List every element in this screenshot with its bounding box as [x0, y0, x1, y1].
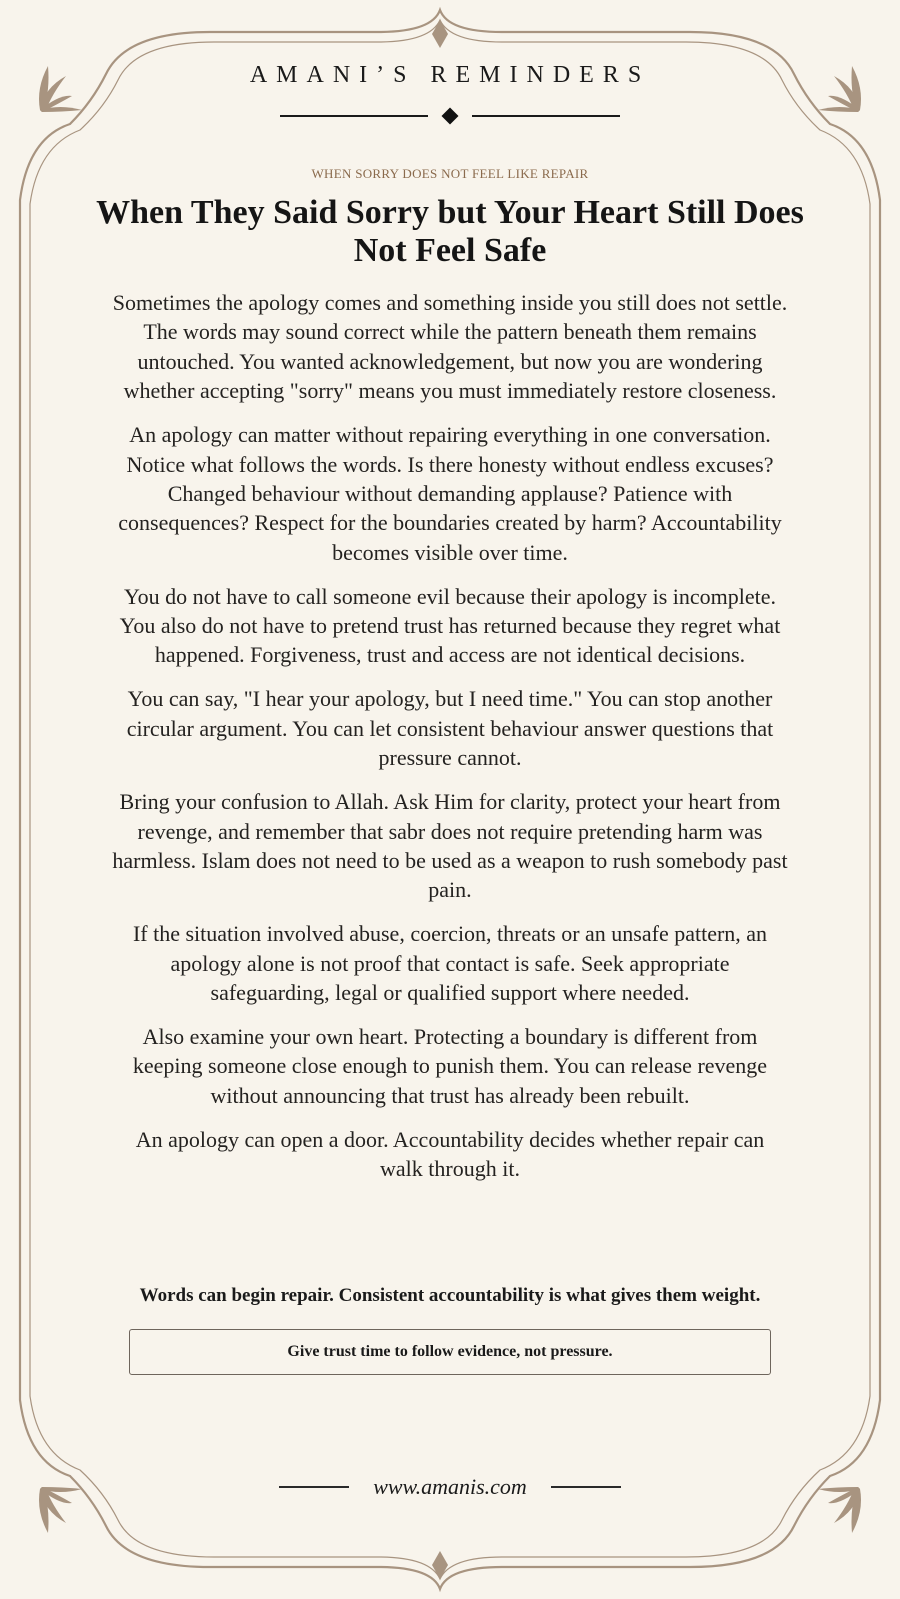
brand-title: AMANI’S REMINDERS — [249, 62, 651, 88]
body-paragraph: You do not have to call someone evil because their apology is incomplete. You also do not have to pretend trust has returned because they regret what happened. Forgiveness, trust and access are not identical decisions. — [119, 583, 781, 668]
divider-line-right — [472, 115, 620, 117]
footer — [0, 1473, 900, 1501]
header-divider — [0, 104, 900, 128]
callout-box — [129, 1329, 771, 1375]
article-headline: When They Said Sorry but Your Heart Still Does Not Feel Safe — [96, 194, 804, 269]
body-paragraph: If the situation involved abuse, coercion, threats or an unsafe pattern, an apology alone is not proof that contact is safe. Seek appropriate safeguarding, legal or qualified support where needed. — [132, 921, 768, 1006]
body-paragraph: You can say, "I hear your apology, but I need time." You can stop another circular argument. You can let consistent behaviour answer questions that pressure cannot. — [126, 686, 774, 771]
article-body — [112, 288, 788, 1183]
body-paragraph: Also examine your own heart. Protecting a boundary is different from keeping someone close enough to punish them. You can release revenge without announcing that trust has already been rebuilt. — [132, 1023, 768, 1108]
body-paragraph: An apology can open a door. Accountability decides whether repair can walk through it. — [135, 1126, 765, 1182]
body-paragraph: Sometimes the apology comes and something inside you still does not settle. The words may sound correct while the pattern beneath them remains untouched. You wanted acknowledgement, but now you are wondering whether accepting "sorry" means you must immediately restore closeness. — [112, 290, 788, 404]
diamond-icon — [442, 108, 459, 125]
divider-line-left — [280, 115, 428, 117]
body-paragraph: An apology can matter without repairing everything in one conversation. Notice what follows the words. Is there honesty without endless excuses? Changed behaviour without demanding applause? Patience with consequences? Respect for the boundaries created by harm? Accountability becomes visible over time. — [118, 422, 782, 565]
key-takeaway: Words can begin repair. Consistent accountability is what gives them weight. — [139, 1285, 761, 1306]
callout-text: Give trust time to follow evidence, not pressure. — [287, 1343, 613, 1360]
footer-line-right — [551, 1486, 621, 1488]
footer-line-left — [279, 1486, 349, 1488]
website-link[interactable]: www.amanis.com — [373, 1474, 527, 1499]
article-eyebrow: WHEN SORRY DOES NOT FEEL LIKE REPAIR — [311, 166, 589, 181]
body-paragraph: Bring your confusion to Allah. Ask Him for clarity, protect your heart from revenge, and remember that sabr does not require pretending harm was harmless. Islam does not need to be used as a weapon to rush somebody past pain. — [112, 789, 788, 903]
